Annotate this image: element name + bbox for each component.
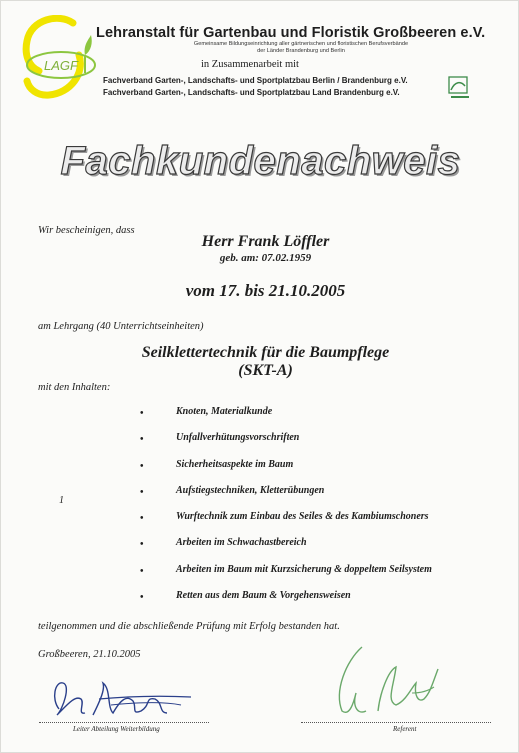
list-item: • Arbeiten im Schwachastbereich [140,537,307,551]
course-intro: am Lehrgang (40 Unterrichtseinheiten) [38,321,204,332]
bullet-icon: • [140,434,144,446]
list-item: • Arbeiten im Baum mit Kurzsicherung & doppeltem Seilsystem [140,563,432,577]
margin-mark: 1 [59,495,64,506]
recipient-name: Herr Frank Löffler [201,233,330,250]
bullet-icon: • [140,539,144,551]
closing-text: teilgenommen und die abschließende Prüfung mit Erfolg bestanden hat. [38,621,340,632]
list-item: • Retten aus dem Baum & Vorgehensweisen [140,590,351,604]
bullet-icon: • [140,460,144,472]
org-subtitle-line-1: Gemeinsame Bildungseinrichtung aller gärtnerischen und floristischen Berufsverbände [193,41,409,47]
bullet-icon: • [140,486,144,498]
list-item: • Unfallverhütungsvorschriften [140,432,300,446]
contents-intro: mit den Inhalten: [38,382,111,393]
place-date: Großbeeren, 21.10.2005 [38,649,141,660]
course-title [1,344,519,380]
intro-text: Wir bescheinigen, dass [38,225,135,236]
association-logo-icon [448,76,474,102]
left-signature [41,669,211,725]
left-signature-label: Leiter Abteilung Weiterbildung [73,725,160,733]
course-period: vom 17. bis 21.10.2005 [185,281,346,300]
list-item: • Sicherheitsaspekte im Baum [140,458,294,472]
birth-date: geb. am: 07.02.1959 [219,252,312,264]
list-item: • Wurftechnik zum Einbau des Seiles & des Kambiumschoners [140,511,429,525]
org-name: Lehranstalt für Gartenbau und Floristik Großbeeren e.V. [96,25,486,41]
certificate-title: Fachkundenachweis [60,139,461,183]
list-item: • Knoten, Materialkunde [140,406,273,419]
right-signature-label: Referent [393,725,417,733]
contents-list [140,406,506,616]
right-signature [316,641,456,726]
bullet-icon: • [140,565,144,577]
cooperation-text: in Zusammenarbeit mit [201,59,299,70]
org-subtitle-line-2: der Länder Brandenburg und Berlin [257,48,345,54]
course-title-line-2: (SKT-A) [238,362,293,379]
bullet-icon: • [140,592,144,604]
bullet-icon: • [140,408,144,419]
right-signature-line [301,722,491,723]
org-subtitle [151,41,451,55]
course-title-line-1: Seilklettertechnik für die Baumpflege [141,344,390,361]
left-signature-line [39,722,209,723]
logo-text: LAGF [44,58,78,73]
bullet-icon: • [140,513,144,525]
list-item: • Aufstiegstechniken, Kletterübungen [140,484,325,498]
association-1: Fachverband Garten-, Landschafts- und Sportplatzbau Berlin / Brandenburg e.V. [103,76,408,85]
lagf-logo [19,15,101,99]
association-2: Fachverband Garten-, Landschafts- und Sportplatzbau Land Brandenburg e.V. [103,88,400,97]
